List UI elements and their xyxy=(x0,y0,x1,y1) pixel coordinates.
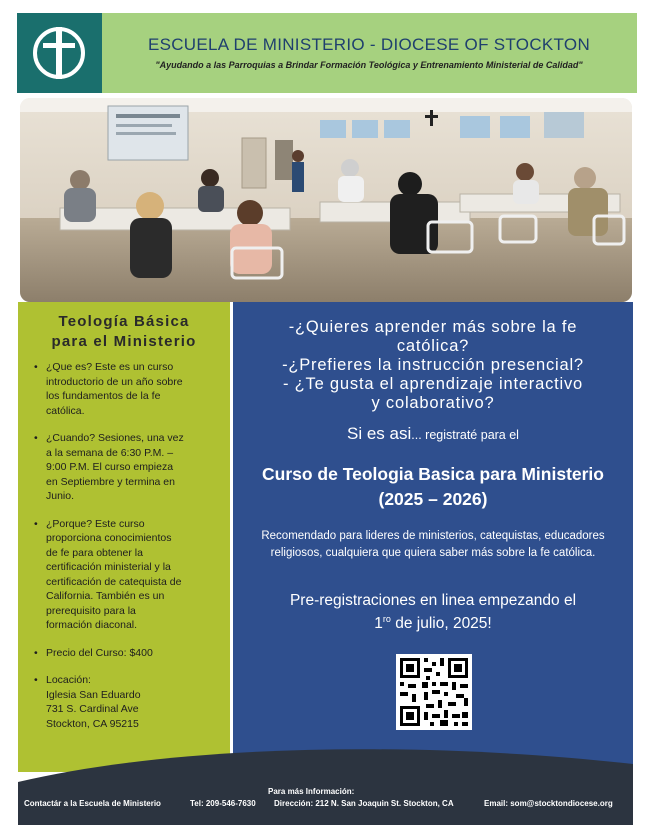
list-item: • Precio del Curso: $400 xyxy=(34,646,153,659)
course-info-panel xyxy=(18,302,230,772)
list-item: • Locación: Iglesia San Eduardo 731 S. Cardinal Ave Stockton, CA 95215 xyxy=(34,674,141,730)
header-subtitle: "Ayudando a las Parroquias a Brindar Formación Teológica y Entrenamiento Ministerial de Calidad" xyxy=(155,60,583,70)
footer-address: Dirección: 212 N. San Joaquin St. Stockton, CA xyxy=(274,799,454,808)
call-to-action: Si es asi... registraté para el xyxy=(347,424,519,443)
header-title: ESCUELA DE MINISTERIO - DIOCESE OF STOCKTON xyxy=(147,35,591,54)
cross-logo-icon xyxy=(29,23,89,83)
list-item: • ¿Cuando? Sesiones, una vez a la semana de 6:30 P.M. – 9:00 P.M. El curso empieza en Septiembre y termina en Junio. xyxy=(34,432,184,502)
footer-band xyxy=(18,740,633,825)
qr-code-icon[interactable] xyxy=(396,654,472,730)
questions: -¿Quieres aprender más sobre la fe católica? -¿Prefieres la instrucción presencial? - ¿Te gusta el aprendizaje interactivo y colaborativo? xyxy=(282,318,584,412)
footer-heading: Para más Información: xyxy=(268,787,355,796)
list-item: • ¿Que es? Este es un curso introductorio de un año sobre los fundamentos de la fe católica. xyxy=(34,361,183,417)
recommendation-text: Recomendado para lideres de ministerios, catequistas, educadores religiosos, cualquiera que quiera saber más sobre la fe católica. xyxy=(261,530,605,559)
header-banner xyxy=(17,13,637,93)
footer-phone: Tel: 209-546-7630 xyxy=(190,799,256,808)
footer-email[interactable]: Email: som@stocktondiocese.org xyxy=(484,799,613,808)
course-name: Curso de Teologia Basica para Ministerio (2025 – 2026) xyxy=(262,464,604,509)
preregistration-text: Pre-registraciones en linea empezando el $1^{ro}$ de julio, 2025! xyxy=(289,592,577,633)
course-details-list xyxy=(32,360,222,744)
footer-contact: Contactár a la Escuela de Ministerio xyxy=(24,799,161,808)
logo xyxy=(17,13,102,93)
list-item: • ¿Porque? Este curso proporciona conocimientos de fe para obtener la certificación ministerial y la certificación de catequista de California. También es un prerequisito para la formación diaconal. xyxy=(34,517,182,631)
registration-panel xyxy=(233,302,633,772)
panel-title: Teología Básica para el Ministerio xyxy=(51,313,197,350)
classroom-photo xyxy=(20,98,632,302)
